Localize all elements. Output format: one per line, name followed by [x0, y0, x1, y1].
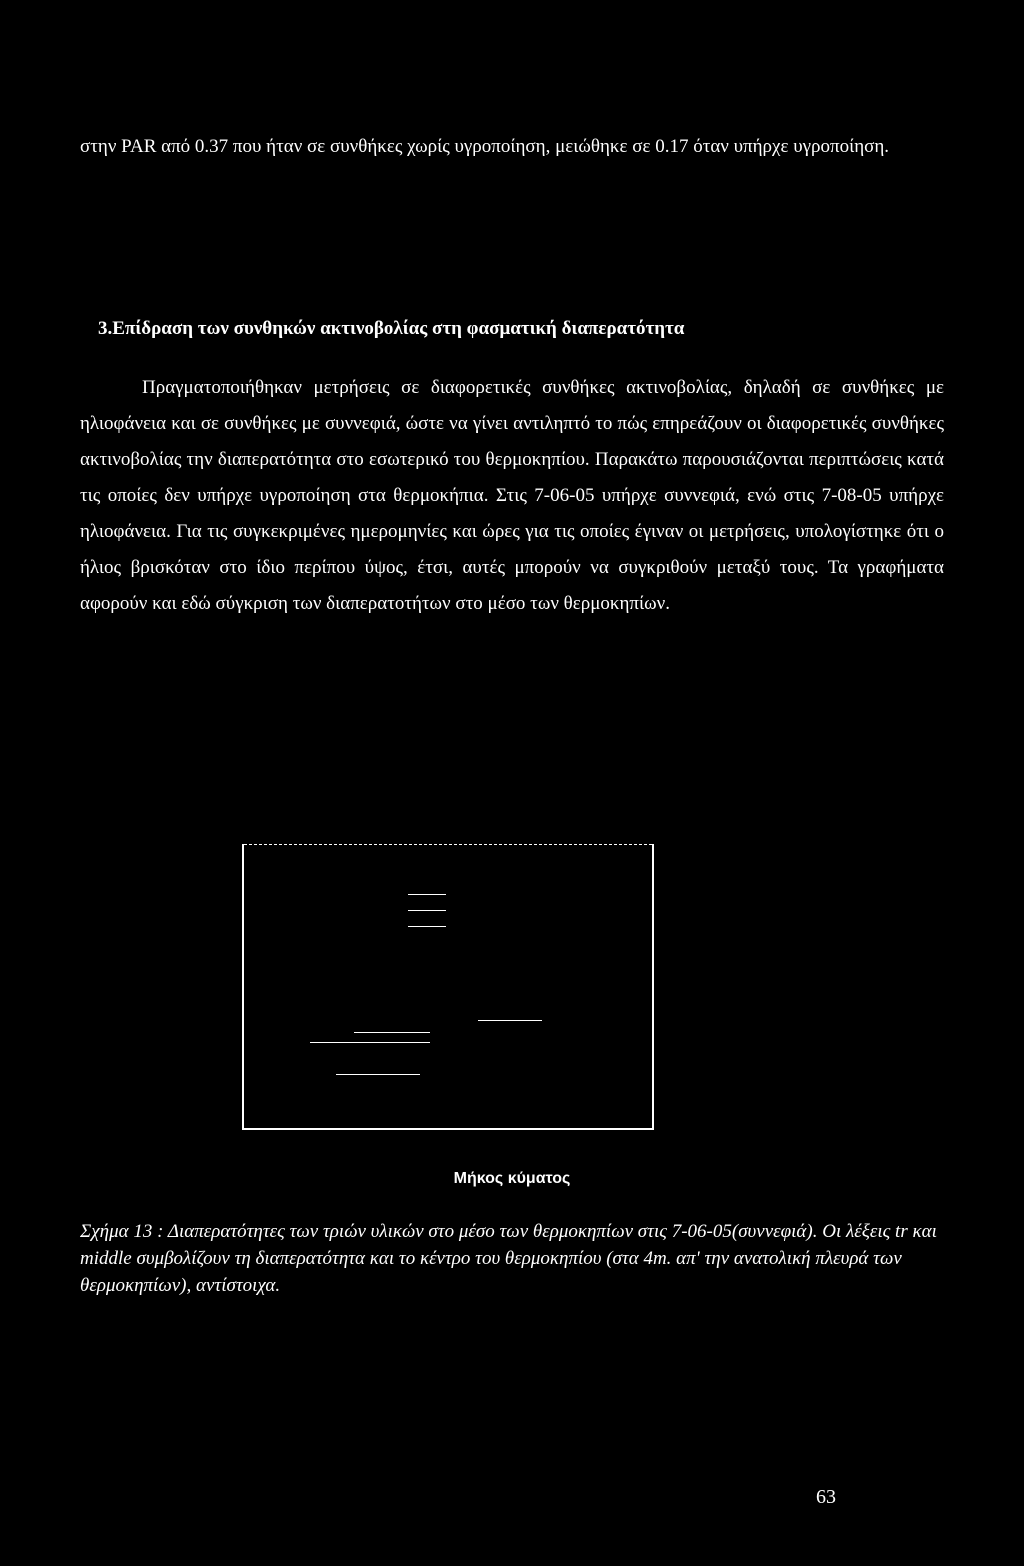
legend-line [478, 1020, 542, 1021]
figure-legend-lines [244, 844, 652, 1128]
figure-axis-label: Μήκος κύματος [453, 1170, 571, 1187]
section-heading: 3.Επίδραση των συνθηκών ακτινοβολίας στη φασματική διαπερατότητα [98, 318, 685, 339]
legend-line [408, 910, 446, 911]
page-number: 63 [816, 1486, 836, 1508]
legend-line [354, 1032, 430, 1033]
figure-frame [242, 844, 654, 1130]
legend-line [310, 1042, 430, 1043]
legend-line [336, 1074, 420, 1075]
body-paragraph: Πραγματοποιήθηκαν μετρήσεις σε διαφορετικές συνθήκες ακτινοβολίας, δηλαδή σε συνθήκες με ηλιοφάνεια και σε συνθήκες με συννεφιά, ώστε να γίνει αντιληπτό το πώς επηρεάζουν οι διαφορετικές συνθήκες ακτινοβολίας την διαπερατότητα στο εσωτερικό του θερμοκηπίου. Παρακάτω παρουσιάζονται περιπτώσεις κατά τις οποίες δεν υπήρχε υγροποίηση στα θερμοκήπια. Στις 7-06-05 υπήρχε συννεφιά, ενώ στις 7-08-05 υπήρχε ηλιοφάνεια. Για τις συγκεκριμένες ημερομηνίες και ώρες για τις οποίες έγιναν οι μετρήσεις, υπολογίστηκε ότι ο ήλιος βρισκόταν στο ίδιο περίπου ύψος, έτσι, αυτές μπορούν να συγκριθούν μεταξύ τους. Τα γραφήματα αφορούν και εδώ σύγκριση των διαπερατοτήτων στο μέσο των θερμοκηπίων. [80, 377, 944, 614]
legend-line [408, 926, 446, 927]
legend-line [408, 894, 446, 895]
intro-paragraph: στην PAR από 0.37 που ήταν σε συνθήκες χωρίς υγροποίηση, μειώθηκε σε 0.17 όταν υπήρχε υγροποίηση. [80, 136, 890, 157]
figure-caption: Σχήμα 13 : Διαπερατότητες των τριών υλικών στο μέσο των θερμοκηπίων στις 7-06-05(συννεφιά). Οι λέξεις tr και middle συμβολίζουν τη διαπερατότητα και το κέντρο του θερμοκηπίου (στα 4m. απ' την ανατολική πλευρά των θερμοκηπίων), αντίστοιχα. [80, 1221, 937, 1296]
